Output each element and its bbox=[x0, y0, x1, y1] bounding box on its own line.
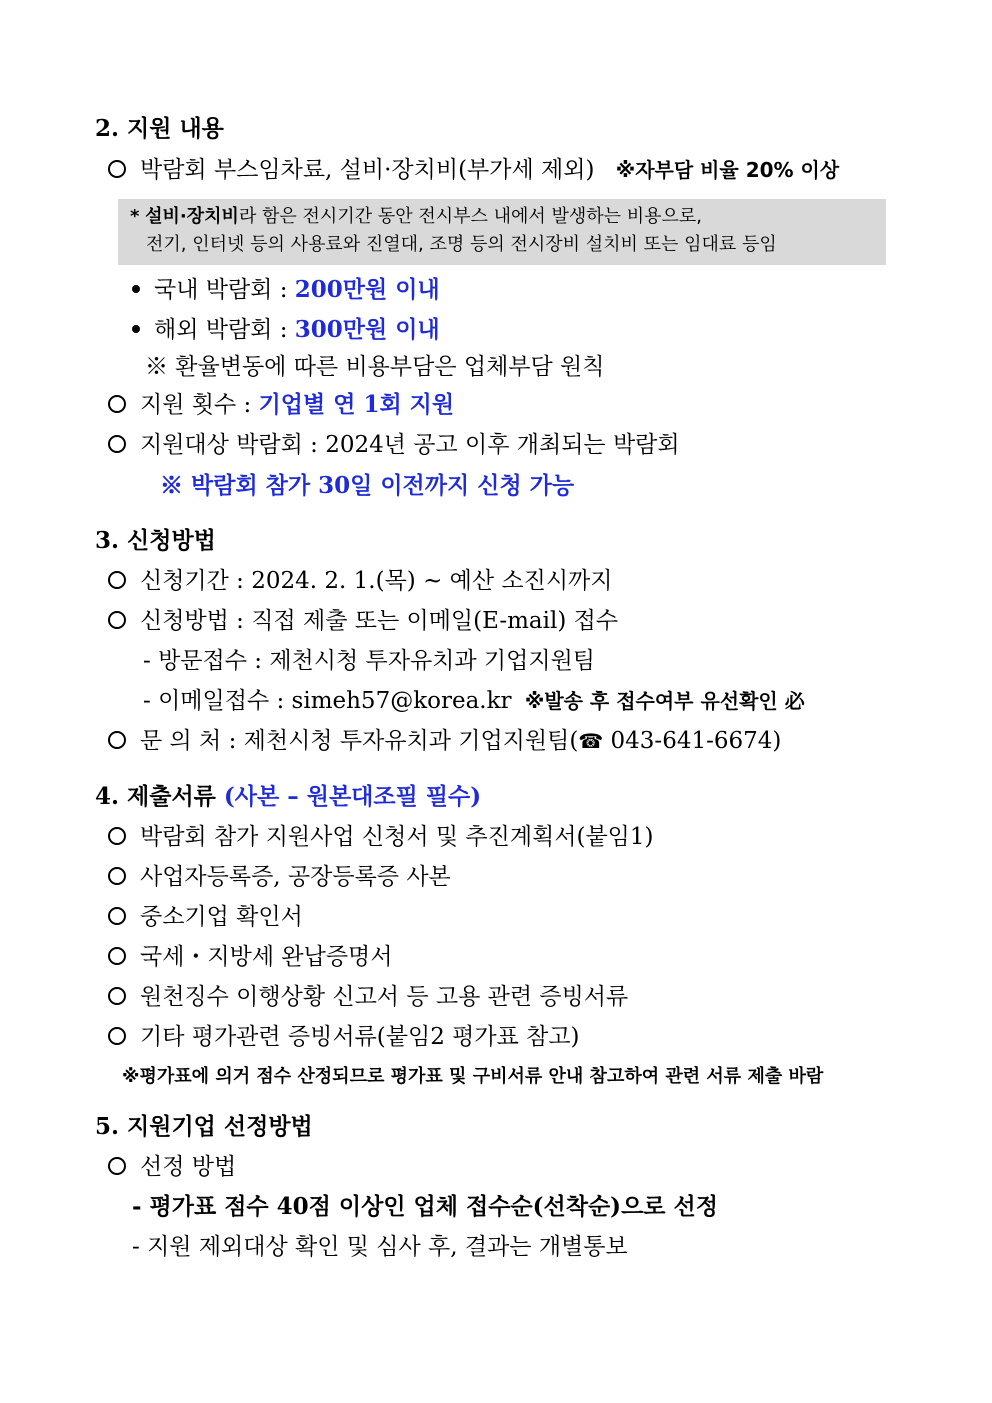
support-count-label: 지원 횟수 : bbox=[140, 392, 252, 418]
circle-bullet-icon bbox=[108, 907, 126, 925]
circle-bullet-icon bbox=[108, 867, 126, 885]
circle-bullet-icon bbox=[108, 435, 126, 453]
target-fair-text: 지원대상 박람회 : 2024년 공고 이후 개최되는 박람회 bbox=[140, 432, 680, 458]
circle-bullet-icon bbox=[108, 571, 126, 589]
selection-criteria: - 평가표 점수 40점 이상인 업체 접수순(선착순)으로 선정 bbox=[132, 1193, 718, 1220]
document-item-text: 원천징수 이행상황 신고서 등 고용 관련 증빙서류 bbox=[140, 984, 629, 1010]
email-confirm-note: ※발송 후 접수여부 유선확인 必 bbox=[524, 689, 805, 713]
email-submission-text: - 이메일접수 : simeh57@korea.kr bbox=[143, 688, 512, 714]
definition-line-1 bbox=[130, 205, 702, 229]
support-item-booth bbox=[108, 155, 839, 185]
document-item-text: 중소기업 확인서 bbox=[140, 904, 303, 930]
application-method-text: 신청방법 : 직접 제출 또는 이메일(E-mail) 접수 bbox=[140, 608, 619, 634]
application-deadline-note: ※ 박람회 참가 30일 이전까지 신청 가능 bbox=[160, 472, 575, 499]
selection-notice: - 지원 제외대상 확인 및 심사 후, 결과는 개별통보 bbox=[132, 1234, 628, 1260]
selection-method-item bbox=[108, 1152, 236, 1182]
document-item bbox=[108, 1022, 580, 1052]
circle-bullet-icon bbox=[108, 827, 126, 845]
circle-bullet-icon bbox=[108, 395, 126, 413]
selection-method-text: 선정 방법 bbox=[140, 1154, 237, 1180]
definition-line-2: 전기, 인터넷 등의 사용료와 진열대, 조명 등의 전시장비 설치비 또는 임대료 등임 bbox=[146, 234, 777, 255]
support-item-text: 박람회 부스임차료, 설비·장치비(부가세 제외) bbox=[140, 157, 595, 183]
section-4-title-note: (사본 – 원본대조필 필수) bbox=[223, 783, 482, 810]
document-item-text: 국세・지방세 완납증명서 bbox=[140, 944, 393, 970]
phone-icon: ☎ bbox=[578, 729, 604, 753]
email-submission bbox=[143, 686, 805, 716]
application-period-text: 신청기간 : 2024. 2. 1.(목) ~ 예산 소진시까지 bbox=[140, 568, 613, 594]
fx-note: ※ 환율변동에 따른 비용부담은 업체부담 원칙 bbox=[145, 354, 605, 380]
definition-term: 설비·장치비 bbox=[145, 206, 239, 227]
document-item bbox=[108, 982, 628, 1012]
target-fair-item bbox=[108, 430, 680, 460]
visit-submission: - 방문접수 : 제천시청 투자유치과 기업지원팀 bbox=[143, 648, 595, 674]
document-item bbox=[108, 862, 451, 892]
circle-bullet-icon bbox=[108, 947, 126, 965]
circle-bullet-icon bbox=[108, 731, 126, 749]
circle-bullet-icon bbox=[108, 160, 126, 178]
overseas-fair-item bbox=[132, 315, 440, 345]
application-period-item bbox=[108, 566, 613, 596]
section-4-title bbox=[95, 782, 481, 812]
domestic-label: 국내 박람회 : bbox=[154, 277, 288, 303]
circle-bullet-icon bbox=[108, 611, 126, 629]
document-item bbox=[108, 822, 654, 852]
dot-bullet-icon bbox=[132, 325, 140, 333]
evaluation-note: ※평가표에 의거 점수 산정되므로 평가표 및 구비서류 안내 참고하여 관련 서류 제출 바람 bbox=[122, 1066, 824, 1087]
circle-bullet-icon bbox=[108, 987, 126, 1005]
document-item-text: 기타 평가관련 증빙서류(붙임2 평가표 참고) bbox=[140, 1024, 580, 1050]
dot-bullet-icon bbox=[132, 285, 140, 293]
section-3-title: 3. 신청방법 bbox=[95, 527, 216, 554]
self-pay-note: ※자부담 비율 20% 이상 bbox=[615, 158, 840, 182]
section-5-title: 5. 지원기업 선정방법 bbox=[95, 1113, 313, 1140]
contact-text: 문 의 처 : 제천시청 투자유치과 기업지원팀( bbox=[140, 728, 579, 754]
contact-number: 043-641-6674) bbox=[603, 728, 782, 754]
support-count-value: 기업별 연 1회 지원 bbox=[258, 391, 455, 418]
document-item bbox=[108, 902, 303, 932]
domestic-fair-item bbox=[132, 275, 440, 305]
definition-note-box bbox=[118, 199, 886, 265]
circle-bullet-icon bbox=[108, 1157, 126, 1175]
overseas-label: 해외 박람회 : bbox=[154, 317, 288, 343]
definition-text: 라 함은 전시기간 동안 전시부스 내에서 발생하는 비용으로, bbox=[238, 206, 703, 227]
asterisk: * bbox=[130, 206, 140, 227]
overseas-value: 300만원 이내 bbox=[294, 316, 440, 343]
section-4-title-text: 4. 제출서류 bbox=[95, 783, 216, 810]
contact-item bbox=[108, 726, 781, 756]
application-method-item bbox=[108, 606, 618, 636]
document-item-text: 박람회 참가 지원사업 신청서 및 추진계획서(붙임1) bbox=[140, 824, 654, 850]
document-item-text: 사업자등록증, 공장등록증 사본 bbox=[140, 864, 451, 890]
section-2-title: 2. 지원 내용 bbox=[95, 115, 224, 142]
document-item bbox=[108, 942, 393, 972]
domestic-value: 200만원 이내 bbox=[294, 276, 440, 303]
support-count-item bbox=[108, 390, 454, 420]
circle-bullet-icon bbox=[108, 1027, 126, 1045]
